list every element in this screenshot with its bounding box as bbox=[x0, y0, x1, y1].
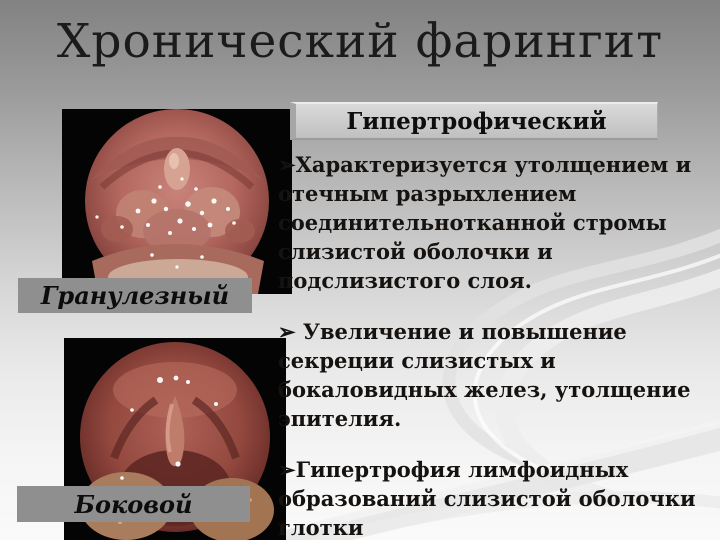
subtype-header-box bbox=[290, 102, 658, 140]
bullet-item-1: ➢Характеризуется утолщением и отечным разрыхлением соединительнотканной стромы слизистой оболочки и подслизистого слоя. bbox=[278, 152, 692, 293]
bullet-item-3: ➢Гипертрофия лимфоидных образований слизистой оболочки глотки bbox=[278, 457, 696, 540]
subtype-header-label: Гипертрофический bbox=[346, 107, 607, 135]
slide-title: Хронический фарингит bbox=[56, 14, 664, 69]
bullet-item-2: ➢ Увеличение и повышение секреции слизистых и бокаловидных желез, утолщение эпителия. bbox=[278, 319, 691, 431]
bullet-list bbox=[278, 150, 710, 540]
photo-caption-lateral: Боковой bbox=[17, 486, 250, 522]
granular-pharyngitis-photo bbox=[62, 109, 292, 294]
photo-caption-granular: Гранулезный bbox=[18, 278, 252, 313]
throat-endoscopy-granular-illustration bbox=[62, 109, 292, 294]
